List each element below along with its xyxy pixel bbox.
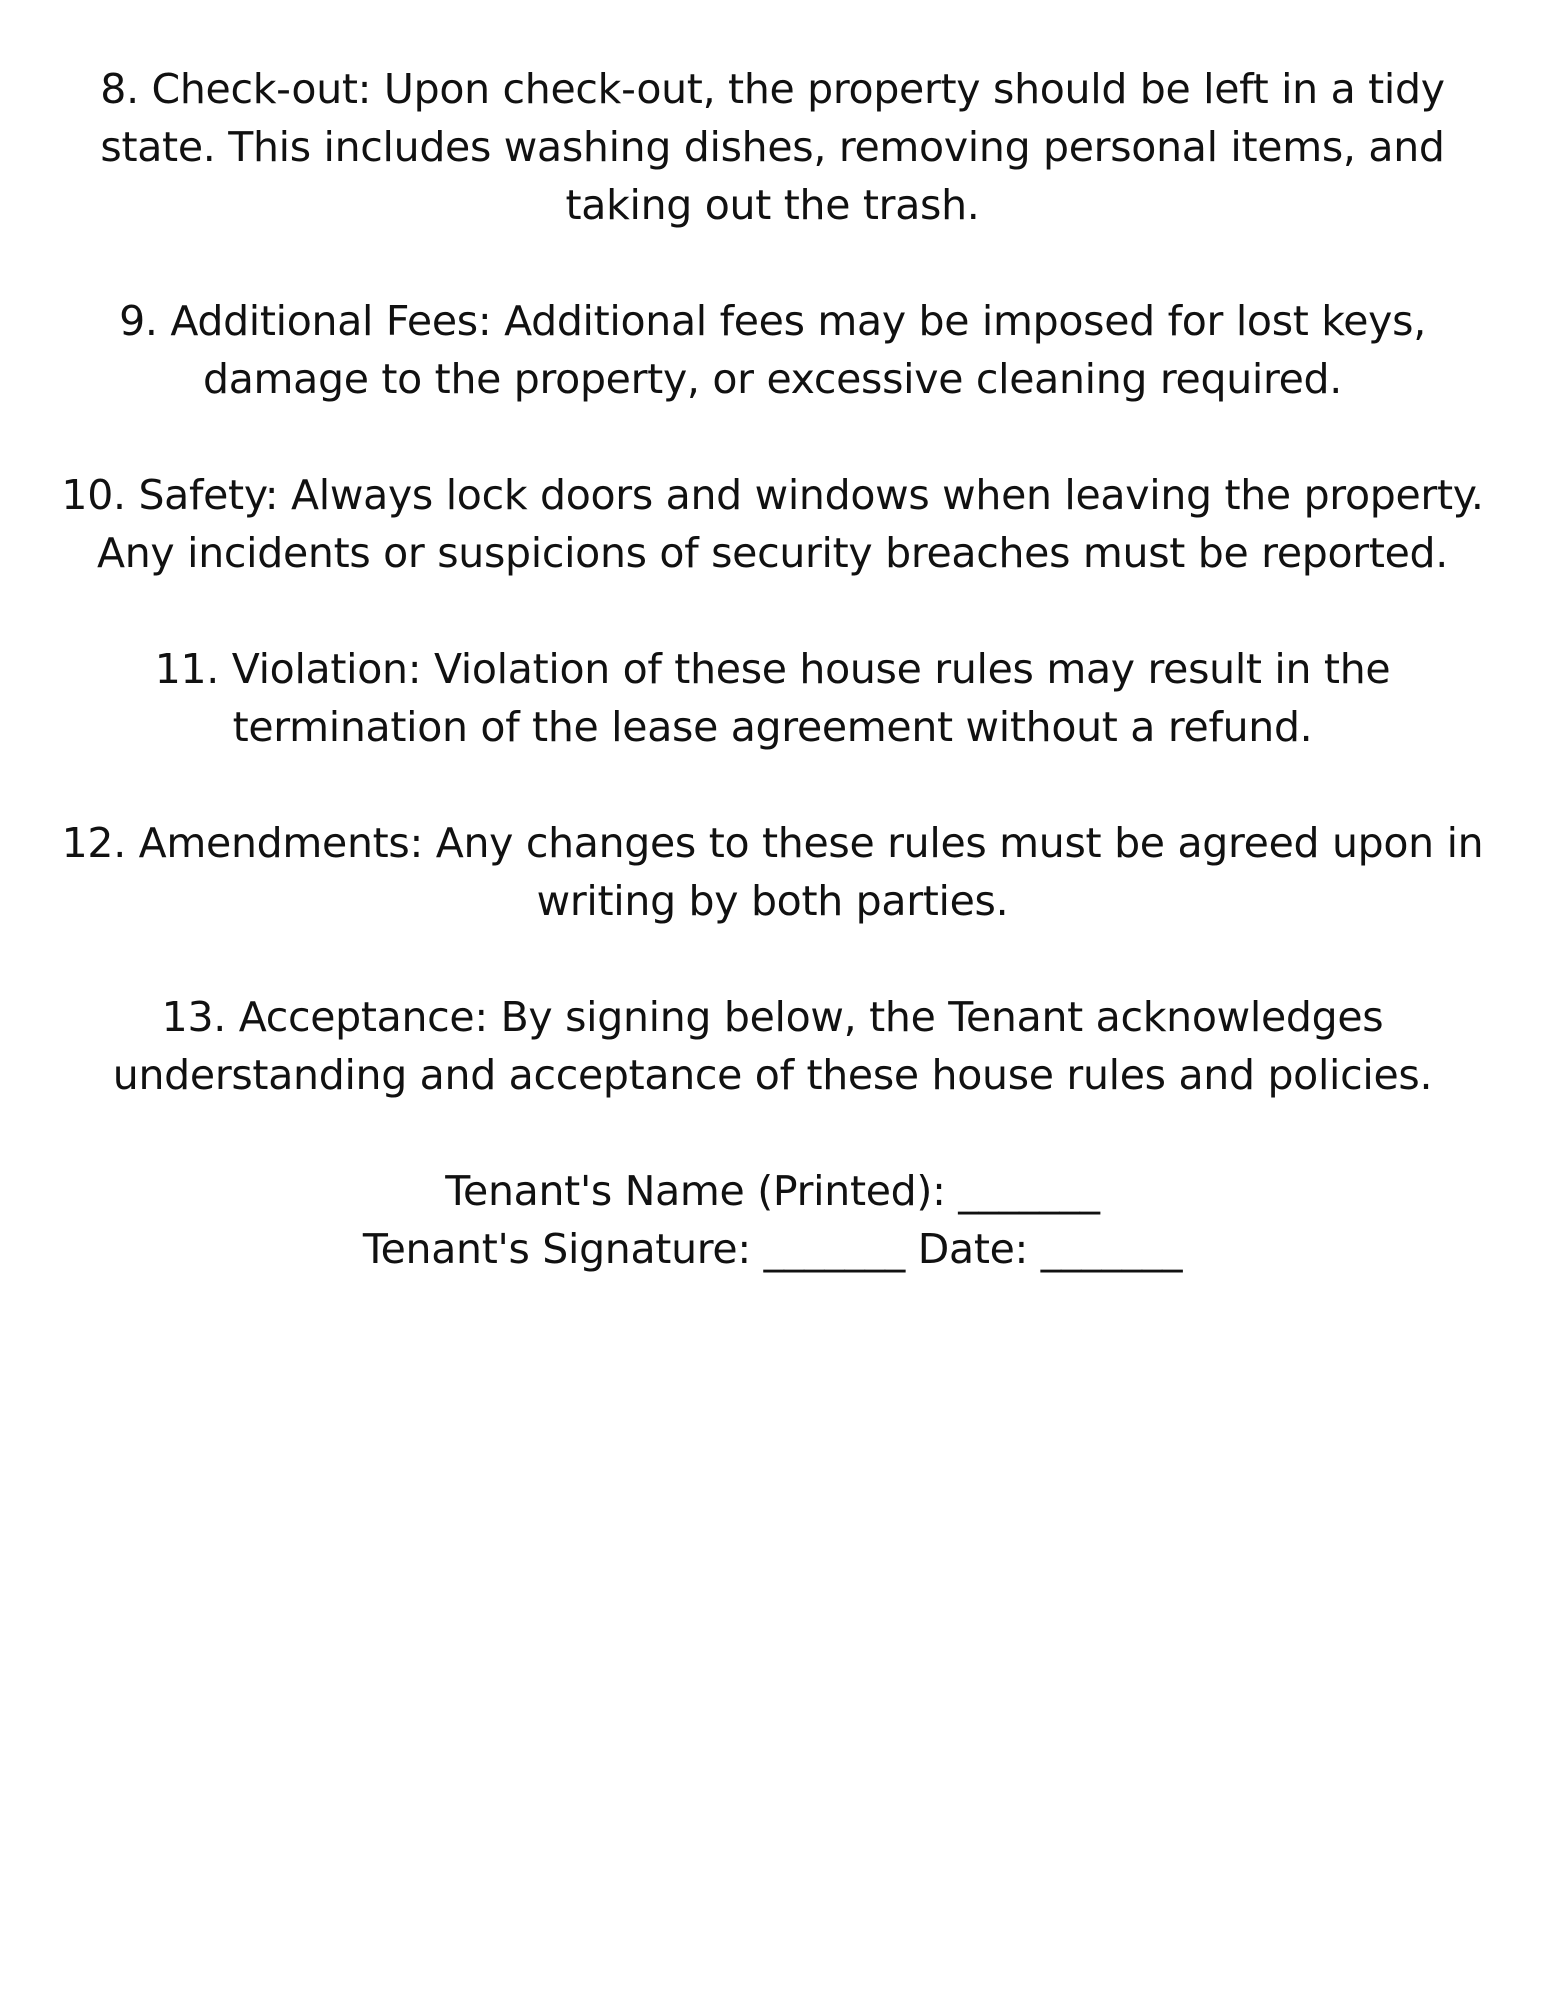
signature-block — [40, 1162, 1505, 1278]
rule-text-line: taking out the trash. — [565, 181, 980, 229]
rule-text-line: damage to the property, or excessive cleaning required. — [202, 355, 1343, 403]
tenant-name-field: Tenant's Name (Printed): _______ — [445, 1167, 1100, 1215]
rule-text-line: Any incidents or suspicions of security breaches must be reported. — [97, 529, 1448, 577]
rule-checkout — [40, 60, 1505, 234]
rule-text-line: 9. Additional Fees: Additional fees may be imposed for lost keys, — [119, 297, 1426, 345]
rule-text-line: 12. Amendments: Any changes to these rules must be agreed upon in — [61, 819, 1484, 867]
rule-safety — [40, 466, 1505, 582]
rule-text-line: understanding and acceptance of these house rules and policies. — [112, 1051, 1433, 1099]
rule-text-line: 8. Check-out: Upon check-out, the property should be left in a tidy — [100, 65, 1445, 113]
rule-text-line: 10. Safety: Always lock doors and windows when leaving the property. — [61, 471, 1484, 519]
rule-text-line: state. This includes washing dishes, removing personal items, and — [100, 123, 1445, 171]
rule-text-line: termination of the lease agreement without a refund. — [232, 703, 1313, 751]
rule-text-line: writing by both parties. — [536, 877, 1009, 925]
rule-text-line: 13. Acceptance: By signing below, the Tenant acknowledges — [161, 993, 1384, 1041]
rule-amendments — [40, 814, 1505, 930]
house-rules-list — [40, 60, 1505, 1278]
rule-additional-fees — [40, 292, 1505, 408]
rule-violation — [40, 640, 1505, 756]
rule-acceptance — [40, 988, 1505, 1104]
tenant-signature-date-field: Tenant's Signature: _______ Date: _______ — [362, 1225, 1183, 1273]
rule-text-line: 11. Violation: Violation of these house rules may result in the — [154, 645, 1391, 693]
